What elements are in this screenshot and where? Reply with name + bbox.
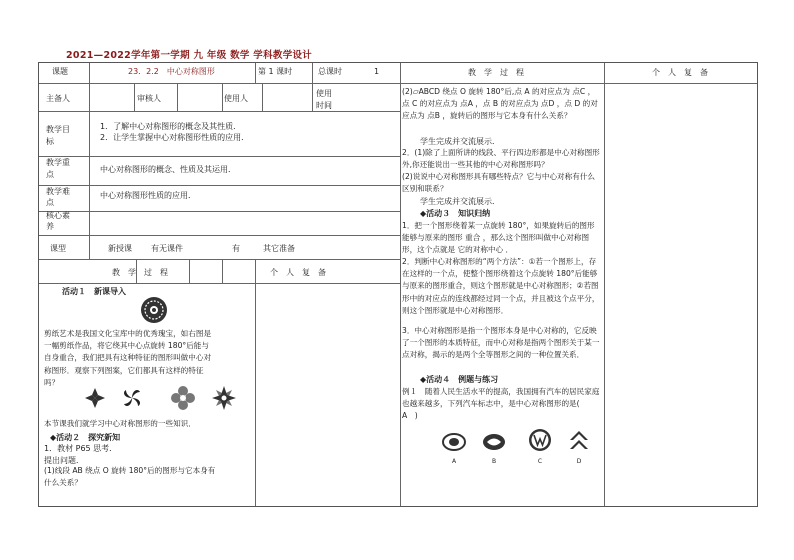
intro-paragraph: 剪纸艺术是我国文化宝库中的优秀瑰宝，如右图是一幅剪纸作品，将它绕其中心点旋转 180°后能与自身重合，我们把具有这种特征的图形叫做中心对称图形．观察下列图案，它们都具有这样的特征吗？ (44, 329, 212, 387)
user-label: 使用人 (224, 94, 248, 103)
pattern-1-icon (83, 386, 107, 410)
papercut-image (140, 296, 168, 324)
choice-d: D (576, 458, 582, 465)
pose-question: 提出问题． (44, 456, 84, 465)
left-process-heading: 教 学 过 程 (112, 268, 168, 277)
process-heading: 教 学 过 程 (468, 68, 524, 77)
textbook-ref: 1．教材 P65 思考． (44, 444, 118, 453)
difficulty-text: 中心对称图形性质的应用． (100, 191, 196, 200)
period-label: 第 1 课时 (258, 67, 293, 76)
logo-d-icon (567, 428, 591, 452)
knowledge-2: 2．判断中心对称图形的“两个方法”：①若一个图形上，存在这样的一个点，使整个图形绕着这个点旋转 180°后能够与原来的图形重合，则这个图形就是中心对称图形；②若图形中的对应点的连线都经过同一个点，并且被这个点平分，则这个图形就是中心对称图形． (402, 257, 600, 315)
choice-c: C (537, 458, 543, 465)
pattern-2-icon (120, 386, 144, 410)
goal-item-1: 1．了解中心对称图形的概念及其性质． (100, 122, 242, 131)
pattern-3-icon (170, 385, 196, 411)
reviewer-label: 审核人 (137, 94, 161, 103)
preparer-label: 主备人 (46, 94, 70, 103)
review-heading: 个 人 复 备 (652, 68, 708, 77)
difficulty-label: 教学难点 (46, 187, 70, 207)
response-1: 学生完成并交流展示． (420, 137, 500, 146)
question-3: 2．(1)除了上面所讲的线段、平行四边形都是中心对称图形外,你还能说出一些其他的中心对称图形吗？ (402, 148, 600, 170)
literacy-label: 核心素养 (46, 211, 70, 231)
lesson-label: 课题 (52, 67, 68, 76)
lesson-title: 23．2.2 中心对称图形 (128, 67, 215, 76)
question-1: (1)线段 AB 绕点 O 旋转 180°后的图形与它本身有什么关系？ (44, 466, 216, 488)
time-label: 使用时间 (316, 89, 332, 110)
knowledge-3: 3．中心对称图形是指一个图形本身是中心对称的，它反映了一个图形的本质特征，而中心对称是指两个图形关于某一点对称，揭示的是两个全等图形之间的一种位置关系． (402, 326, 600, 360)
activity-1-heading: 活动１ 新课导入 (62, 287, 126, 296)
activity-2-heading: ◆活动２ 探究新知 (50, 433, 121, 442)
pattern-4-icon (211, 385, 237, 411)
left-review-heading: 个 人 复 备 (270, 268, 326, 277)
logo-a-icon (442, 430, 466, 454)
page-title: 2021—2022学年第一学期 九 年级 数学 学科教学设计 (66, 50, 313, 61)
example-1: 例１ 随着人民生活水平的提高，我国拥有汽车的居民家庭也越来越多，下列汽车标志中，是中心对称图形的是( A ) (402, 387, 600, 421)
key-points-label: 教学重点 (46, 158, 70, 179)
course-type-value: 新授课 (108, 244, 132, 253)
course-type-label: 课型 (50, 244, 66, 253)
response-2: 学生完成并交流展示． (420, 197, 500, 206)
activity-4-heading: ◆活动４ 例题与练习 (420, 375, 499, 384)
ppt-value: 有 (232, 244, 240, 253)
logo-c-icon (528, 428, 552, 452)
total-label: 总课时 (318, 67, 342, 76)
key-points-text: 中心对称图形的概念、性质及其运用． (100, 165, 236, 174)
goals-label: 教学目标 (46, 125, 70, 146)
choice-a: A (451, 458, 457, 465)
ppt-label: 有无课件 (151, 244, 183, 253)
goal-item-2: 2．让学生掌握中心对称图形性质的应用． (100, 133, 250, 142)
logo-b-icon (482, 430, 506, 454)
knowledge-1: 1．把一个图形绕着某一点旋转 180°，如果旋转后的图形能够与原来的图形 重合 ，那么这个图形叫做中心对称图形，这个点就是 它的对称中心 ． (402, 221, 595, 255)
summary-sentence: 本节课我们就学习中心对称图形的一些知识． (44, 419, 196, 428)
activity-3-heading: ◆活动３ 知识归纳 (420, 209, 491, 218)
choice-b: B (491, 458, 497, 465)
total-value: 1 (374, 67, 380, 76)
question-2: (2)▱ABCD 绕点 O 旋转 180°后,点 A 的对应点为 点C ，点 C 的对应点为 点A ，点 B 的对应点为 点D ，点 D 的对应点为 点B ，旋转后的图形与它本身有什么关系？ (402, 87, 598, 121)
question-4: (2)说说中心对称图形具有哪些特点？它与中心对称有什么区别和联系？ (402, 172, 596, 194)
other-prep-label: 其它准备 (263, 244, 295, 253)
